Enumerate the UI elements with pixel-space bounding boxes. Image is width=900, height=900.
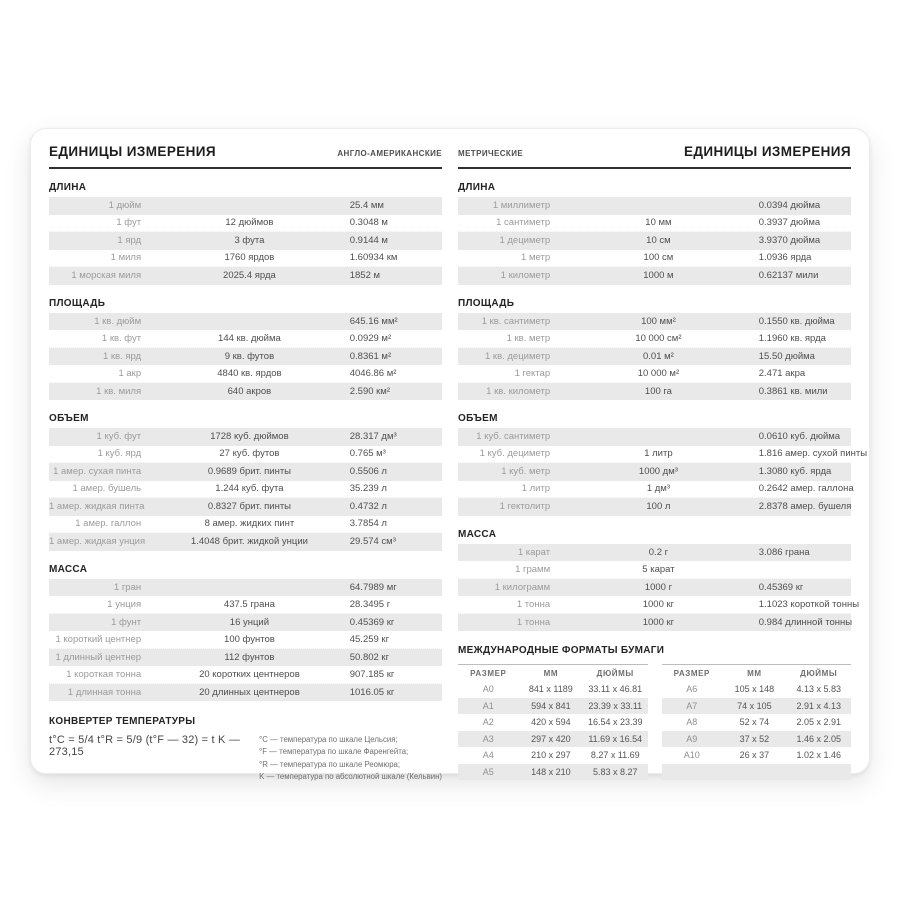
table-cell: 1.1960 кв. ярда <box>758 332 826 344</box>
section-title: МАССА <box>49 563 88 575</box>
table-cell: 5 карат <box>642 563 675 575</box>
table-row <box>458 250 851 268</box>
table-cell: 28.3495 г <box>349 598 391 610</box>
table-cell: A1 <box>482 700 494 711</box>
table-row <box>458 714 648 731</box>
section-length-metric <box>458 182 851 285</box>
table-cell: 3 фута <box>234 235 265 247</box>
table-cell: 0.9144 м <box>349 235 388 247</box>
table-cell: 26 x 37 <box>739 750 770 761</box>
page-title: ЕДИНИЦЫ ИЗМЕРЕНИЯ <box>684 144 851 159</box>
table-cell: 10 000 м² <box>637 367 680 379</box>
units-table <box>49 313 442 401</box>
table-cell: 907.185 кг <box>349 668 395 680</box>
table-row <box>49 666 442 684</box>
table-row <box>458 561 851 579</box>
table-cell: 105 x 148 <box>734 684 775 695</box>
paper-formats-tables <box>458 664 851 780</box>
table-row <box>49 579 442 597</box>
table-cell: 1 унция <box>107 598 142 610</box>
table-cell: 2.471 акра <box>758 367 806 379</box>
table-row <box>458 579 851 597</box>
table-cell: 12 дюймов <box>225 217 274 229</box>
table-cell: 15.50 дюйма <box>758 350 815 362</box>
left-page-header <box>49 144 442 169</box>
table-cell: 2.8378 амер. бушеля <box>758 501 852 513</box>
table-cell: 0.0929 м² <box>349 332 392 344</box>
table-row <box>49 498 442 516</box>
units-table <box>458 428 868 516</box>
table-cell: 25.4 мм <box>349 200 384 212</box>
table-row <box>49 383 442 401</box>
table-cell: 594 x 841 <box>531 700 571 711</box>
table-cell: A3 <box>482 733 494 744</box>
table-row <box>458 614 851 632</box>
table-row <box>49 330 442 348</box>
table-cell: A8 <box>686 717 698 728</box>
table-cell: 35.239 л <box>349 483 387 495</box>
table-cell: 1 фунт <box>111 616 142 628</box>
table-cell: 0.9689 брит. пинты <box>207 466 292 478</box>
table-row <box>49 684 442 702</box>
table-cell: 0.0610 куб. дюйма <box>758 431 841 443</box>
table-cell: 1 короткий центнер <box>55 633 142 645</box>
table-cell: 0.8327 брит. пинты <box>207 501 292 513</box>
table-cell: 10 см <box>646 235 671 247</box>
table-cell: 33.11 x 46.81 <box>588 684 643 695</box>
table-cell: 1 кв. километр <box>486 385 551 397</box>
legend-line: K — температура по абсолютной шкале (Кельвин) <box>259 772 442 782</box>
table-row <box>458 348 851 366</box>
table-cell: 1016.05 кг <box>349 686 395 698</box>
column-header: РАЗМЕР <box>673 668 710 678</box>
table-row <box>49 596 442 614</box>
table-cell: 3.086 грана <box>758 546 810 558</box>
table-row <box>49 365 442 383</box>
table-row <box>49 267 442 285</box>
table-cell: 100 фунтов <box>224 633 275 645</box>
paper-table-header <box>458 664 648 681</box>
temperature-legend <box>259 734 442 784</box>
table-cell: 1 литр <box>521 483 551 495</box>
table-cell: 1 фут <box>116 217 142 229</box>
table-cell: 1 гектар <box>514 367 551 379</box>
table-cell: 1 кв. фут <box>101 332 142 344</box>
table-cell: 1000 кг <box>642 616 675 628</box>
table-cell: 100 см <box>643 252 674 264</box>
table-cell: 0.3861 кв. мили <box>758 385 828 397</box>
paper-table-header <box>662 664 852 681</box>
table-cell: 2.91 x 4.13 <box>796 700 842 711</box>
table-row <box>49 516 442 534</box>
table-cell: 1 грамм <box>515 563 551 575</box>
table-cell: 1 кв. дециметр <box>484 350 551 362</box>
table-cell: 1 гектолитр <box>499 501 551 513</box>
table-row <box>49 313 442 331</box>
table-row <box>458 731 648 748</box>
planner-page-card <box>30 128 870 782</box>
table-row <box>458 481 854 499</box>
table-cell: 8.27 x 11.69 <box>590 750 640 761</box>
table-cell: 1852 м <box>349 270 381 282</box>
table-cell: 1 дециметр <box>499 235 551 247</box>
table-row <box>458 544 851 562</box>
temperature-converter <box>49 716 442 784</box>
right-page-column <box>458 144 868 777</box>
legend-line: °C — температура по шкале Цельсия; <box>259 735 398 744</box>
table-cell: 74 x 105 <box>737 700 772 711</box>
table-cell: 1 сантиметр <box>496 217 551 229</box>
column-header: ММ <box>543 668 559 678</box>
table-cell: 3.7854 л <box>349 518 387 530</box>
table-cell: 148 x 210 <box>531 766 571 777</box>
table-cell: 2025.4 ярда <box>223 270 276 282</box>
table-cell: 5.83 x 8.27 <box>592 766 638 777</box>
table-cell: 23.39 x 33.11 <box>588 700 643 711</box>
table-cell: 10 мм <box>645 217 672 229</box>
table-cell: 645.16 мм² <box>349 315 398 327</box>
table-cell: 437.5 грана <box>223 598 275 610</box>
table-row <box>49 428 442 446</box>
table-cell: 1 амер. галлон <box>75 518 142 530</box>
table-row <box>49 197 442 215</box>
table-row <box>662 747 852 764</box>
table-row <box>458 764 648 781</box>
table-cell: 1 длинный центнер <box>55 651 142 663</box>
table-row <box>458 215 851 233</box>
table-cell: 1 амер. сухая пинта <box>53 466 142 478</box>
table-cell: A9 <box>686 733 698 744</box>
paper-table-body <box>458 681 648 780</box>
section-area-imperial <box>49 298 442 401</box>
table-cell: 1 куб. фут <box>96 431 142 443</box>
table-cell: 640 акров <box>227 385 272 397</box>
table-row <box>49 463 442 481</box>
table-row <box>49 232 442 250</box>
table-cell: 0.1550 кв. дюйма <box>758 315 835 327</box>
temperature-title: КОНВЕРТЕР ТЕМПЕРАТУРЫ <box>49 716 196 727</box>
table-cell: 1 литр <box>644 448 673 460</box>
table-cell: 100 га <box>644 385 672 397</box>
table-cell: 0.984 длинной тонны <box>758 616 853 628</box>
table-cell: 1 килограмм <box>494 581 551 593</box>
table-cell: 27 куб. футов <box>219 448 280 460</box>
table-cell: 1 короткая тонна <box>66 668 142 680</box>
table-cell: 1728 куб. дюймов <box>210 431 289 443</box>
section-volume-imperial <box>49 413 442 551</box>
table-cell: 1000 дм³ <box>638 466 678 478</box>
table-cell: 1 кв. сантиметр <box>481 315 551 327</box>
table-cell: 37 x 52 <box>739 733 770 744</box>
table-cell: 1 куб. дециметр <box>479 448 551 460</box>
section-area-metric <box>458 298 851 401</box>
table-cell: 29.574 см³ <box>349 536 396 548</box>
table-row <box>458 463 851 481</box>
table-cell: 8 амер. жидких пинт <box>204 518 295 530</box>
table-row <box>662 714 852 731</box>
table-cell: 1.816 амер. сухой пинты <box>758 448 868 460</box>
right-page-header <box>458 144 851 169</box>
table-cell: 4.13 x 5.83 <box>796 684 842 695</box>
table-cell: 1000 м <box>643 270 674 282</box>
units-system-label: МЕТРИЧЕСКИЕ <box>458 149 524 158</box>
section-length-imperial <box>49 182 442 285</box>
temperature-formula: t°C = 5/4 t°R = 5/9 (t°F — 32) = t K — 273,15 <box>49 734 241 758</box>
section-mass-imperial <box>49 564 442 702</box>
units-table <box>458 197 851 285</box>
table-cell: 1 тонна <box>516 598 551 610</box>
table-cell: 1 длинная тонна <box>67 686 142 698</box>
table-cell: A2 <box>482 717 494 728</box>
table-cell: 64.7989 мг <box>349 581 397 593</box>
table-cell: 0.4732 л <box>349 501 387 513</box>
legend-line: °F — температура по шкале Фаренгейта; <box>259 747 409 757</box>
table-row <box>458 232 851 250</box>
table-cell: 0.3937 дюйма <box>758 217 821 229</box>
table-row <box>458 698 648 715</box>
table-cell: A7 <box>686 700 698 711</box>
table-cell: A0 <box>482 684 494 695</box>
column-header: ММ <box>747 668 762 678</box>
paper-formats-section <box>458 645 851 780</box>
table-row <box>458 498 851 516</box>
table-cell: 0.01 м² <box>643 350 674 362</box>
units-table <box>49 197 442 285</box>
table-cell: 112 фунтов <box>224 651 275 663</box>
table-row <box>49 614 442 632</box>
page-title: ЕДИНИЦЫ ИЗМЕРЕНИЯ <box>49 144 216 159</box>
table-cell: 10 000 см² <box>635 332 682 344</box>
table-row <box>662 681 852 698</box>
left-page-column <box>49 144 442 782</box>
table-cell: 45.259 кг <box>349 633 390 645</box>
table-cell: 1 миля <box>110 252 142 264</box>
table-cell: 1 морская миля <box>71 270 142 282</box>
table-cell: 1 метр <box>521 252 551 264</box>
table-cell: 1000 кг <box>642 598 675 610</box>
table-row <box>458 383 851 401</box>
table-cell: 1 ярд <box>117 235 142 247</box>
table-cell: 0.8361 м² <box>349 350 392 362</box>
section-title: ДЛИНА <box>458 182 496 193</box>
table-cell: 16 унций <box>229 616 270 628</box>
table-cell: 1.3080 куб. ярда <box>758 466 832 478</box>
table-cell: 144 кв. дюйма <box>218 332 281 344</box>
table-cell: 0.2642 амер. галлона <box>758 483 854 495</box>
table-cell: 1 гран <box>113 581 142 593</box>
table-cell: 1.1023 короткой тонны <box>758 598 860 610</box>
units-table <box>458 544 860 632</box>
table-cell: 841 x 1189 <box>528 684 573 695</box>
section-title: ПЛОЩАДЬ <box>458 297 515 309</box>
table-row <box>49 533 442 551</box>
table-cell: A6 <box>686 684 698 695</box>
table-cell: A4 <box>482 750 494 761</box>
table-cell: 100 л <box>646 501 671 513</box>
table-cell: 1 кв. метр <box>506 332 551 344</box>
table-cell: 28.317 дм³ <box>349 431 397 443</box>
table-cell: 0.0394 дюйма <box>758 200 821 212</box>
paper-formats-table-a6-a10 <box>662 664 852 780</box>
table-cell: 1 акр <box>118 367 142 379</box>
table-row <box>458 747 648 764</box>
paper-formats-table-a0-a5 <box>458 664 648 780</box>
table-row <box>458 428 851 446</box>
table-cell: 297 x 420 <box>531 733 571 744</box>
table-cell: 1 тонна <box>516 616 551 628</box>
table-row <box>458 681 648 698</box>
table-cell: 1.60934 км <box>349 252 398 264</box>
table-cell: 11.69 x 16.54 <box>588 733 643 744</box>
units-table <box>49 579 442 702</box>
table-row <box>458 330 851 348</box>
table-cell: 1 амер. бушель <box>72 483 142 495</box>
table-cell: 1 кв. миля <box>96 385 142 397</box>
table-cell: 4840 кв. ярдов <box>217 367 282 379</box>
table-row <box>49 631 442 649</box>
units-table <box>49 428 442 551</box>
table-cell: 1 дюйм <box>108 200 142 212</box>
table-cell: 1.244 куб. фута <box>215 483 284 495</box>
column-header: ДЮЙМЫ <box>800 668 838 678</box>
table-cell: 9 кв. футов <box>224 350 275 362</box>
table-cell: 0.45369 кг <box>758 581 804 593</box>
table-cell: 1 дм³ <box>646 483 670 495</box>
table-cell: 1.0936 ярда <box>758 252 812 264</box>
table-cell: 3.9370 дюйма <box>758 235 821 247</box>
table-cell: 1760 ярдов <box>224 252 275 264</box>
table-row <box>49 446 442 464</box>
table-row <box>49 250 442 268</box>
table-row <box>458 267 851 285</box>
paper-table-body <box>662 681 852 780</box>
table-cell: 1.46 x 2.05 <box>796 733 842 744</box>
table-row <box>49 481 442 499</box>
table-cell: 100 мм² <box>641 315 676 327</box>
paper-formats-title: МЕЖДУНАРОДНЫЕ ФОРМАТЫ БУМАГИ <box>458 645 665 656</box>
table-cell: 1.4048 брит. жидкой унции <box>190 536 308 548</box>
section-title: ДЛИНА <box>49 182 87 193</box>
table-cell: 20 коротких центнеров <box>199 668 300 680</box>
units-table <box>458 313 851 401</box>
temperature-content <box>49 734 442 784</box>
table-cell: 0.62137 мили <box>758 270 819 282</box>
table-cell: 1 кв. дюйм <box>94 315 142 327</box>
table-row <box>662 698 852 715</box>
table-cell: 0.765 м³ <box>349 448 386 460</box>
table-cell: 2.05 x 2.91 <box>796 717 842 728</box>
table-cell: A10 <box>683 750 700 761</box>
table-cell: 1 амер. жидкая пинта <box>49 501 145 513</box>
column-header: ДЮЙМЫ <box>596 668 634 678</box>
table-cell: 0.5506 л <box>349 466 387 478</box>
table-cell: 50.802 кг <box>349 651 390 663</box>
table-cell: 420 x 594 <box>531 717 571 728</box>
table-cell: 1 куб. метр <box>501 466 551 478</box>
table-cell: 20 длинных центнеров <box>199 686 300 698</box>
table-row <box>458 197 851 215</box>
table-row <box>458 596 860 614</box>
column-header: РАЗМЕР <box>470 668 507 678</box>
table-cell: 1 миллиметр <box>492 200 551 212</box>
table-cell: 1000 г <box>644 581 673 593</box>
section-title: МАССА <box>458 528 497 540</box>
table-cell: 16.54 x 23.39 <box>587 717 643 728</box>
section-mass-metric <box>458 528 860 632</box>
table-cell: 1 куб. ярд <box>97 448 142 460</box>
table-cell: 4046.86 м² <box>349 367 397 379</box>
table-cell: 1 куб. сантиметр <box>476 431 551 443</box>
table-row <box>49 649 442 667</box>
table-cell: 1 карат <box>517 546 551 558</box>
table-cell: 0.2 г <box>648 546 669 558</box>
table-cell: 1 километр <box>500 270 551 282</box>
table-cell: 1.02 x 1.46 <box>796 750 842 761</box>
units-system-label: АНГЛО-АМЕРИКАНСКИЕ <box>337 149 442 158</box>
table-row <box>662 764 852 781</box>
section-title: ОБЪЕМ <box>458 413 498 424</box>
section-title: ПЛОЩАДЬ <box>49 297 106 309</box>
table-row <box>49 348 442 366</box>
table-row <box>458 446 868 464</box>
section-volume-metric <box>458 413 868 516</box>
legend-line: °R — температура по шкале Реомюра; <box>259 759 401 769</box>
table-row <box>458 365 851 383</box>
table-cell: 0.3048 м <box>349 217 388 229</box>
table-row <box>49 215 442 233</box>
table-cell: 2.590 км² <box>349 385 390 397</box>
table-row <box>458 313 851 331</box>
table-cell: 1 кв. ярд <box>102 350 142 362</box>
section-title: ОБЪЕМ <box>49 413 89 424</box>
table-cell: A5 <box>482 766 494 777</box>
table-cell: 210 x 297 <box>531 750 571 761</box>
table-cell: 52 x 74 <box>739 717 770 728</box>
table-cell: 0.45369 кг <box>349 616 395 628</box>
table-row <box>662 731 852 748</box>
table-cell: 1 амер. жидкая унция <box>49 536 146 548</box>
